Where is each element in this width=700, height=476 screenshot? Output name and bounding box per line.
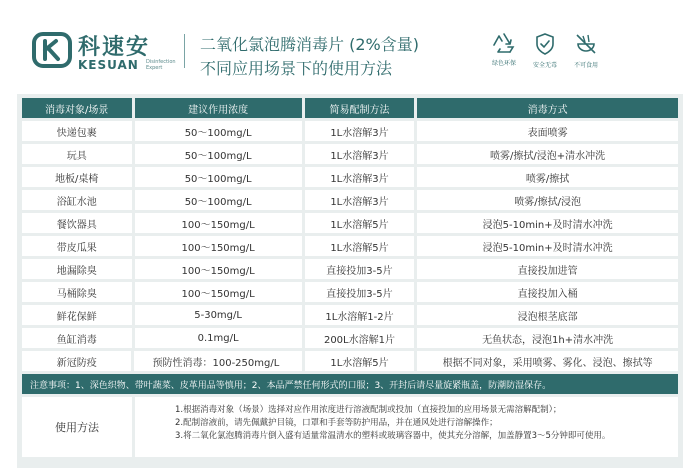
table-row [22,121,678,141]
cell-target: 新冠防疫 [22,351,131,371]
cell-concentration: 50～100mg/L [135,144,302,164]
cell-method: 表面喷雾 [417,121,678,141]
page-subtitle: 不同应用场景下的使用方法 [200,59,393,78]
cell-preparation: 1L水溶解3片 [305,190,415,210]
cell-concentration: 预防性消毒：100-250mg/L [134,351,301,371]
no-eat-icon [574,32,598,56]
header-divider [184,34,185,68]
logo-icon [32,32,72,68]
usage-instructions [135,397,678,457]
cell-method: 喷雾/擦拭/浸泡+清水冲洗 [417,144,678,164]
cell-preparation: 直接投加3-5片 [305,259,415,279]
page-title: 二氧化氯泡腾消毒片 (2%含量) [200,35,419,54]
table-row [22,167,678,187]
cell-concentration: 5-30mg/L [135,305,302,325]
cell-method: 根据不同对象，采用喷雾、雾化、浸泡、擦拭等 [417,351,678,371]
cell-method: 直接投加入桶 [417,282,678,302]
cell-target: 鲜花保鲜 [22,305,132,325]
table-row [22,259,678,279]
table-row [22,213,678,233]
usage-label: 使用方法 [22,397,132,457]
cell-preparation: 1L水溶解1-2片 [305,305,415,325]
table-row [22,328,678,348]
cell-concentration: 100～150mg/L [135,213,302,233]
header [0,0,700,92]
cell-preparation: 1L水溶解5片 [305,351,414,371]
header-concentration: 建议作用浓度 [135,98,302,118]
cell-target: 餐饮器具 [22,213,132,233]
cell-concentration: 0.1mg/L [135,328,302,348]
cell-concentration: 100～150mg/L [135,259,302,279]
shield-check-icon [534,32,556,56]
table-row [22,190,678,210]
brand-name-cn: 科速安 [78,35,151,60]
cell-method: 无鱼状态，浸泡1h+清水冲洗 [417,328,678,348]
cell-method: 喷雾/擦拭/浸泡 [417,190,678,210]
recycle-icon [492,32,516,54]
brand-name-en: KESUAN [78,58,139,72]
header-preparation: 简易配制方法 [305,98,415,118]
table-header-row [22,98,678,118]
cell-preparation: 直接投加3-5片 [305,282,415,302]
badge-inedible [556,32,616,69]
cell-target: 地板/桌椅 [22,167,132,187]
header-target: 消毒对象/场景 [22,98,132,118]
brand-tagline: Disinfection Expert [146,59,176,71]
cell-target: 玩具 [22,144,132,164]
cell-preparation: 1L水溶解5片 [305,236,415,256]
cell-preparation: 1L水溶解3片 [305,167,415,187]
usage-table [22,98,678,374]
notice-bar: 注意事项：1、深色织物、带叶蔬菜、皮革用品等慎用；2、本品严禁任何形式的口服；3、开封后请尽量旋紧瓶盖，防潮防湿保存。 [22,374,678,394]
table-row [22,305,678,325]
table-row [22,236,678,256]
cell-method: 喷雾/擦拭 [417,167,678,187]
cell-method: 浸泡5-10min+及时清水冲洗 [417,236,678,256]
header-method: 消毒方式 [417,98,678,118]
cell-method: 直接投加进管 [417,259,678,279]
cell-concentration: 100～150mg/L [135,282,302,302]
cell-preparation: 200L水溶解1片 [305,328,415,348]
cell-target: 鱼缸消毒 [22,328,132,348]
usage-step: 2.配制溶液前，请先佩戴护目镜，口罩和手套等防护用品，并在通风处进行溶解操作； [175,418,498,428]
cell-preparation: 1L水溶解3片 [305,144,415,164]
table-row [22,144,678,164]
cell-method: 浸泡根茎底部 [417,305,678,325]
table-row [22,282,678,302]
badge-inedible-label: 不可食用 [573,62,598,69]
cell-target: 马桶除臭 [22,282,132,302]
cell-preparation: 1L水溶解5片 [305,213,415,233]
table-row [22,351,678,371]
cell-preparation: 1L水溶解3片 [305,121,415,141]
usage-step: 3.将二氧化氯泡腾消毒片倒入盛有适量常温清水的塑料或玻璃容器中，使其充分溶解，加盖静置3～5分钟即可使用。 [175,431,611,441]
cell-method: 浸泡5-10min+及时清水冲洗 [417,213,678,233]
cell-concentration: 100～150mg/L [135,236,302,256]
cell-target: 浴缸水池 [22,190,132,210]
cell-concentration: 50～100mg/L [135,121,302,141]
cell-target: 地漏除臭 [22,259,132,279]
usage-step: 1.根据消毒对象（场景）选择对应作用浓度进行溶液配制或投加（直接投加的应用场景无需溶解配制）； [175,405,562,415]
badge-eco-label: 绿色环保 [491,60,516,67]
cell-concentration: 50～100mg/L [135,190,302,210]
badge-safe-label: 安全无毒 [532,62,557,69]
cell-concentration: 50～100mg/L [135,167,302,187]
cell-target: 快递包裹 [22,121,132,141]
cell-target: 带皮瓜果 [22,236,132,256]
